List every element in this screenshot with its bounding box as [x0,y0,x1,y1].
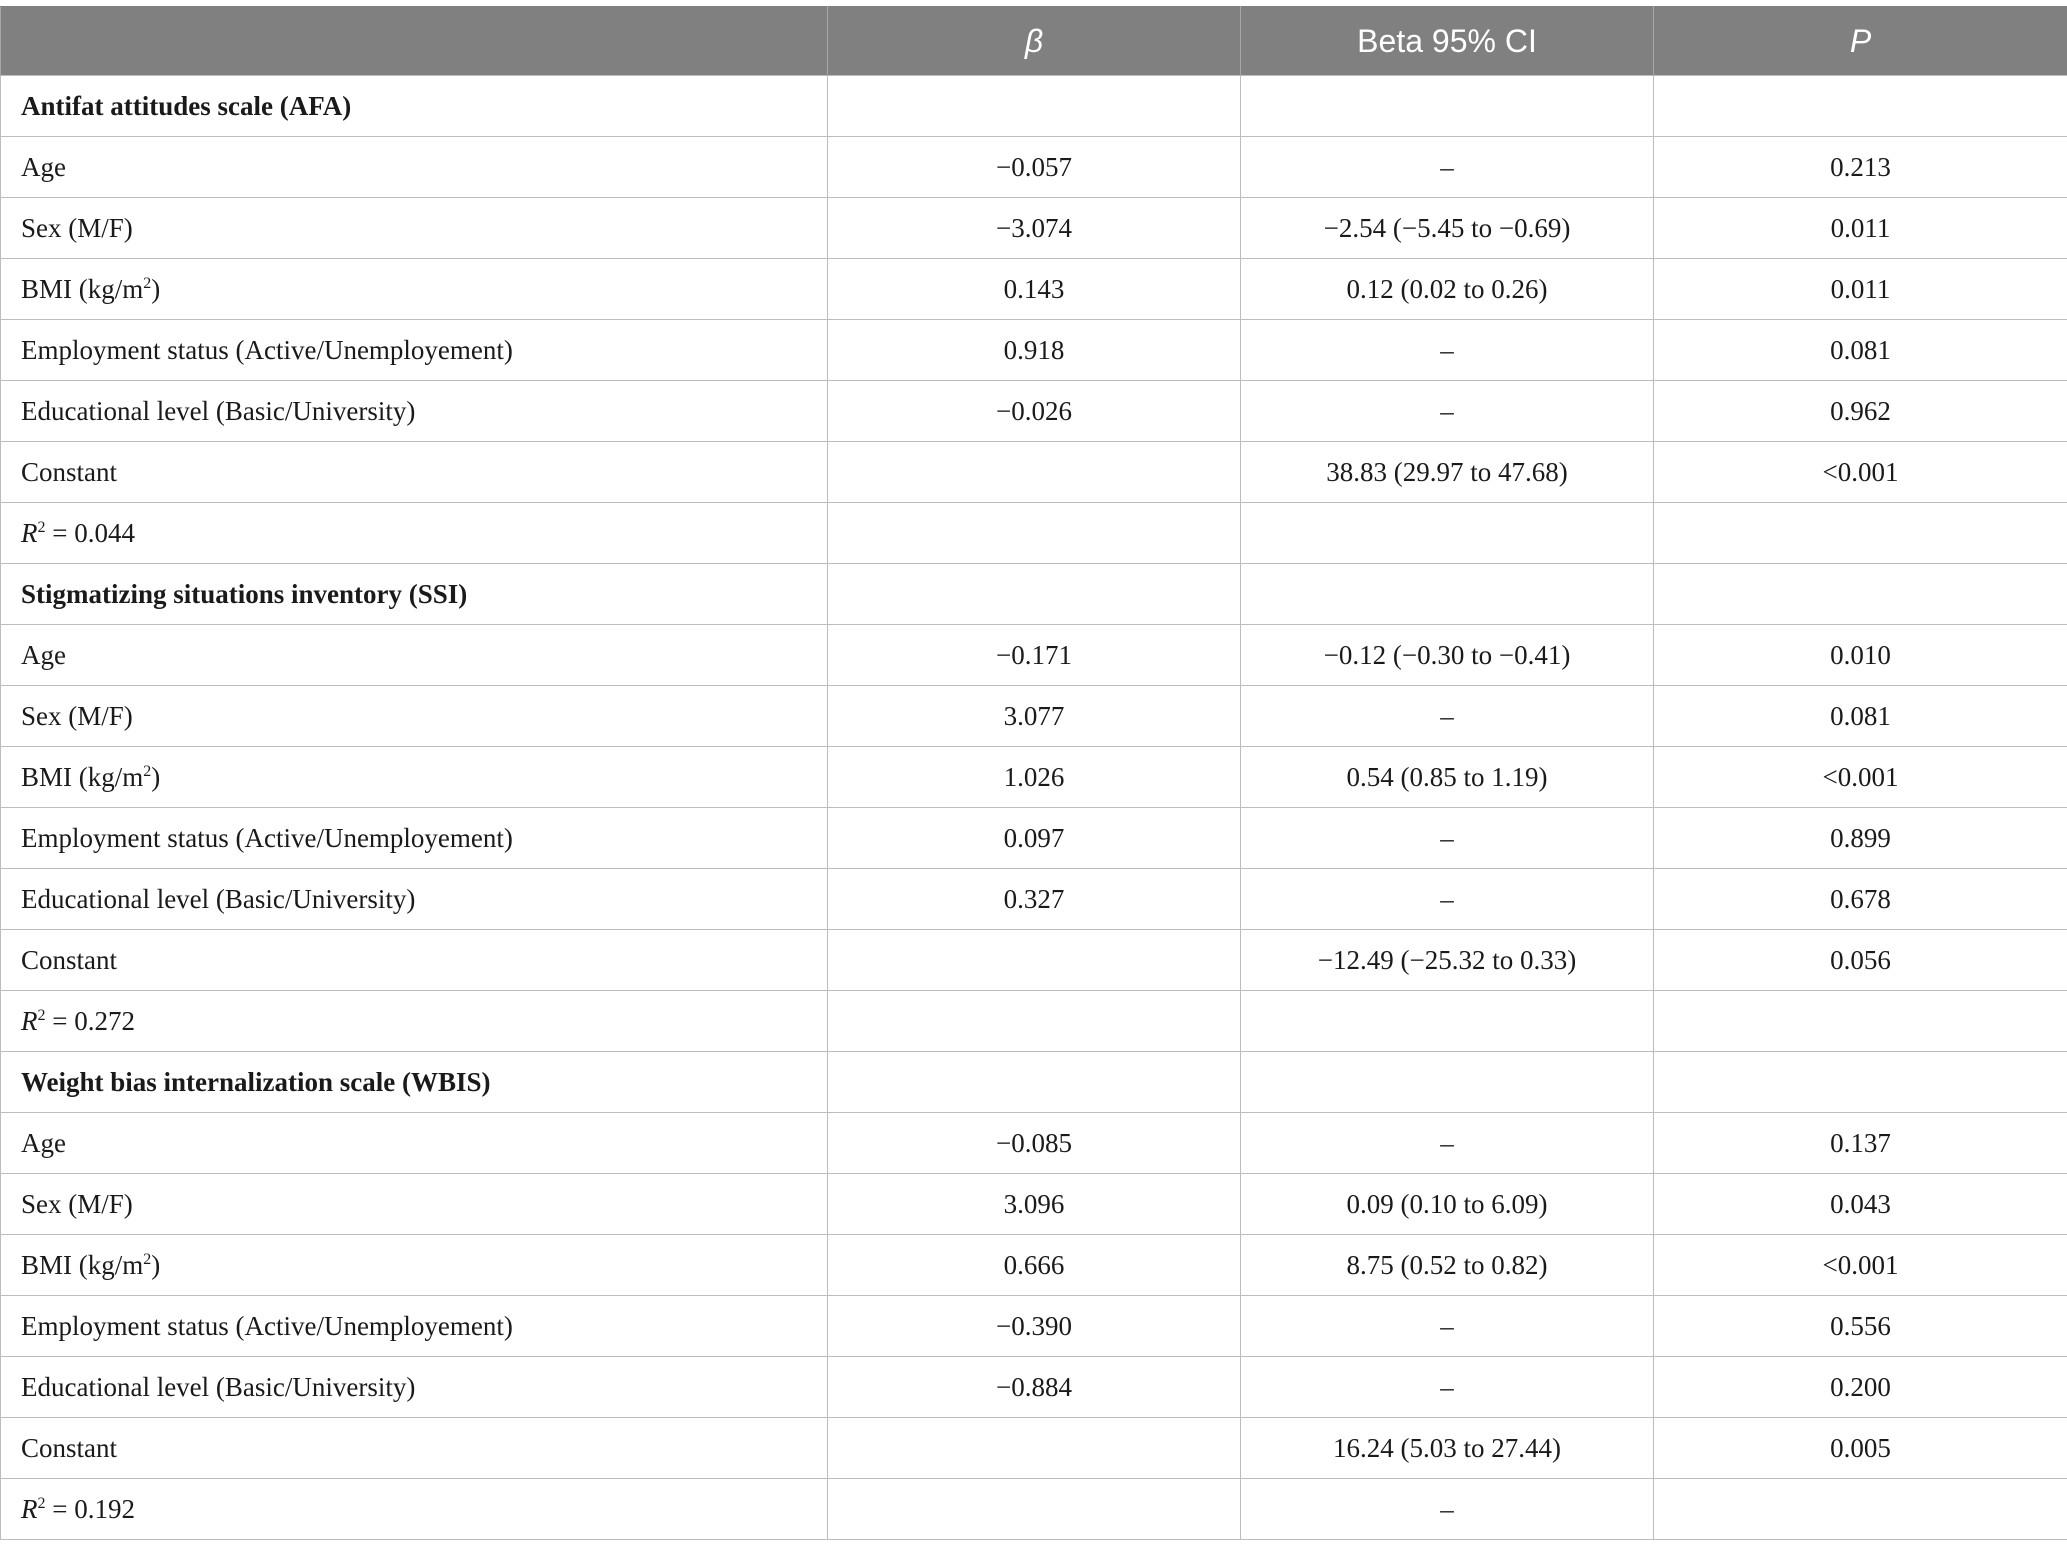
unit-exponent: 2 [143,274,152,292]
ci-cell: −12.49 (−25.32 to 0.33) [1241,930,1654,991]
ci-cell [1241,991,1654,1052]
beta-cell: 0.918 [828,320,1241,381]
p-cell: 0.011 [1654,259,2067,320]
ci-cell: 0.54 (0.85 to 1.19) [1241,747,1654,808]
row-label [1,625,828,686]
p-cell: <0.001 [1654,747,2067,808]
header-beta: β [828,7,1241,76]
row-label [1,1113,828,1174]
table-row [1,747,2067,808]
ci-cell: – [1241,137,1654,198]
table-row [1,869,2067,930]
row-label-text: Educational level (Basic/University) [21,395,416,426]
beta-cell: 3.096 [828,1174,1241,1235]
p-cell: <0.001 [1654,442,2067,503]
beta-cell: 0.666 [828,1235,1241,1296]
ci-cell: 38.83 (29.97 to 47.68) [1241,442,1654,503]
ci-cell: −2.54 (−5.45 to −0.69) [1241,198,1654,259]
ci-cell: – [1241,869,1654,930]
section-title: Antifat attitudes scale (AFA) [1,76,828,137]
section-row [1,76,2067,137]
empty-cell [828,1479,1241,1540]
p-cell: 0.678 [1654,869,2067,930]
ci-cell: – [1241,1479,1654,1540]
r-symbol: R [21,517,38,548]
row-label-text: Age [21,1127,66,1158]
p-cell: 0.043 [1654,1174,2067,1235]
table-row [1,1357,2067,1418]
section-title: Stigmatizing situations inventory (SSI) [1,564,828,625]
empty-cell [1654,1479,2067,1540]
row-label [1,259,828,320]
r-squared-value: = 0.272 [45,1005,135,1036]
table-row [1,930,2067,991]
empty-cell [828,503,1241,564]
r-squared-value: = 0.192 [45,1493,135,1524]
p-cell: 0.213 [1654,137,2067,198]
ci-cell: 16.24 (5.03 to 27.44) [1241,1418,1654,1479]
row-label [1,930,828,991]
row-label [1,1357,828,1418]
row-label [1,1296,828,1357]
r-squared-label [1,991,828,1052]
ci-cell: – [1241,381,1654,442]
row-label-text: Employment status (Active/Unemployement) [21,1310,513,1341]
section-row [1,564,2067,625]
beta-cell: 1.026 [828,747,1241,808]
table-row [1,320,2067,381]
row-label [1,1174,828,1235]
row-label-text: Sex (M/F) [21,700,133,731]
row-label-text: Sex (M/F) [21,1188,133,1219]
p-cell: 0.899 [1654,808,2067,869]
ci-cell: – [1241,1296,1654,1357]
table-header-row [1,7,2067,76]
empty-cell [828,991,1241,1052]
empty-cell [1241,564,1654,625]
p-cell: 0.011 [1654,198,2067,259]
ci-cell: – [1241,686,1654,747]
ci-cell: – [1241,320,1654,381]
row-label [1,686,828,747]
ci-cell: 0.09 (0.10 to 6.09) [1241,1174,1654,1235]
r-squared-row [1,991,2067,1052]
row-label [1,869,828,930]
p-cell: 0.137 [1654,1113,2067,1174]
table-row [1,1296,2067,1357]
beta-cell: −0.085 [828,1113,1241,1174]
empty-cell [1654,1052,2067,1113]
ci-cell: 8.75 (0.52 to 0.82) [1241,1235,1654,1296]
r-symbol: R [21,1493,38,1524]
beta-cell [828,1418,1241,1479]
row-label-text: BMI (kg/m [21,1249,144,1280]
table-row [1,137,2067,198]
table-row [1,198,2067,259]
row-label [1,442,828,503]
r-exponent: 2 [37,518,46,536]
row-label [1,747,828,808]
table-row [1,1174,2067,1235]
beta-cell [828,442,1241,503]
empty-cell [828,564,1241,625]
table-row [1,259,2067,320]
table-row [1,1113,2067,1174]
row-label-text: Sex (M/F) [21,212,133,243]
empty-cell [1654,503,2067,564]
r-exponent: 2 [37,1494,46,1512]
table-row [1,625,2067,686]
header-ci: Beta 95% CI [1241,7,1654,76]
table-row [1,808,2067,869]
row-label-text: Constant [21,944,118,975]
p-cell: 0.081 [1654,320,2067,381]
r-squared-row [1,503,2067,564]
p-cell: 0.081 [1654,686,2067,747]
ci-cell: 0.12 (0.02 to 0.26) [1241,259,1654,320]
beta-cell: 0.097 [828,808,1241,869]
row-label-text: BMI (kg/m [21,273,144,304]
p-cell: 0.056 [1654,930,2067,991]
row-label [1,137,828,198]
table-row [1,1418,2067,1479]
row-label-text: Employment status (Active/Unemployement) [21,822,513,853]
beta-cell: −0.057 [828,137,1241,198]
table-row [1,1235,2067,1296]
row-label-text: Employment status (Active/Unemployement) [21,334,513,365]
table-row [1,381,2067,442]
row-label-text: Age [21,639,66,670]
r-squared-label [1,1479,828,1540]
ci-cell: – [1241,1357,1654,1418]
beta-cell: 0.327 [828,869,1241,930]
r-exponent: 2 [37,1006,46,1024]
empty-cell [1241,1052,1654,1113]
empty-cell [1654,564,2067,625]
row-label-end: ) [151,273,161,304]
row-label [1,198,828,259]
empty-cell [1241,76,1654,137]
table-row [1,686,2067,747]
p-cell: 0.556 [1654,1296,2067,1357]
beta-cell [828,930,1241,991]
ci-cell [1241,503,1654,564]
table-row [1,442,2067,503]
p-cell: <0.001 [1654,1235,2067,1296]
empty-cell [1654,991,2067,1052]
row-label-text: Age [21,151,66,182]
p-cell: 0.962 [1654,381,2067,442]
row-label-text: BMI (kg/m [21,761,144,792]
unit-exponent: 2 [143,1250,152,1268]
beta-cell: −0.026 [828,381,1241,442]
header-empty [1,7,828,76]
r-squared-value: = 0.044 [45,517,135,548]
ci-cell: – [1241,808,1654,869]
table-body [1,76,2067,1540]
ci-cell: – [1241,1113,1654,1174]
empty-cell [1654,76,2067,137]
row-label [1,1235,828,1296]
empty-cell [828,76,1241,137]
row-label-text: Educational level (Basic/University) [21,883,416,914]
row-label [1,1418,828,1479]
beta-cell: −0.390 [828,1296,1241,1357]
header-p: P [1654,7,2067,76]
r-symbol: R [21,1005,38,1036]
row-label-end: ) [151,761,161,792]
beta-cell: −0.171 [828,625,1241,686]
row-label [1,381,828,442]
empty-cell [828,1052,1241,1113]
row-label-end: ) [151,1249,161,1280]
beta-cell: 0.143 [828,259,1241,320]
row-label-text: Educational level (Basic/University) [21,1371,416,1402]
beta-cell: −3.074 [828,198,1241,259]
section-title: Weight bias internalization scale (WBIS) [1,1052,828,1113]
p-cell: 0.010 [1654,625,2067,686]
beta-cell: −0.884 [828,1357,1241,1418]
p-cell: 0.005 [1654,1418,2067,1479]
row-label [1,808,828,869]
row-label-text: Constant [21,456,118,487]
row-label-text: Constant [21,1432,118,1463]
section-row [1,1052,2067,1113]
r-squared-label [1,503,828,564]
unit-exponent: 2 [143,762,152,780]
ci-cell: −0.12 (−0.30 to −0.41) [1241,625,1654,686]
regression-table [0,6,2067,1540]
p-cell: 0.200 [1654,1357,2067,1418]
r-squared-row [1,1479,2067,1540]
row-label [1,320,828,381]
beta-cell: 3.077 [828,686,1241,747]
